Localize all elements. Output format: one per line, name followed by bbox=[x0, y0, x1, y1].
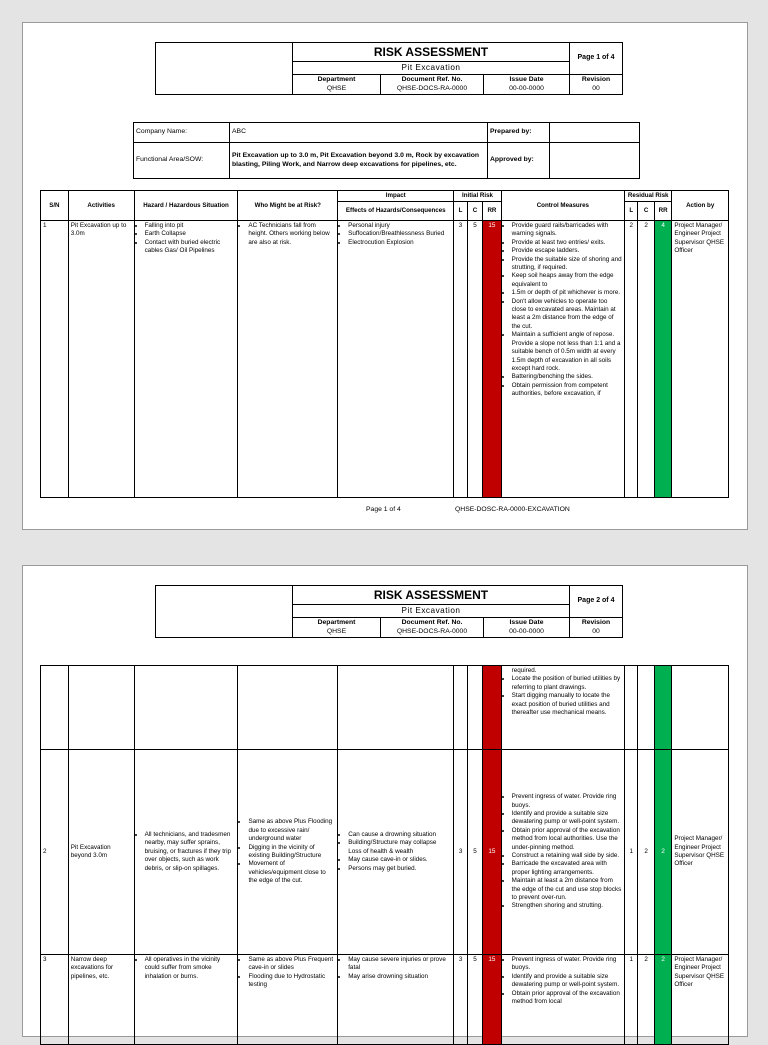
doc-title: RISK ASSESSMENT bbox=[293, 586, 570, 605]
company-value: ABC bbox=[230, 123, 488, 143]
col-res-l: L bbox=[625, 202, 638, 221]
issue-date-cell: Issue Date 00-00-0000 bbox=[484, 618, 570, 638]
row-res-rr-badge: 2 bbox=[654, 955, 671, 1045]
department-cell: Department QHSE bbox=[293, 75, 381, 95]
col-res-rr: RR bbox=[654, 202, 672, 221]
row-effects: • May cause severe injuries or prove fatal • May arise drowning situation bbox=[338, 955, 454, 1045]
doc-subtitle: Pit Excavation bbox=[293, 605, 570, 618]
doc-ref-cell: Document Ref. No. QHSE-DOCS-RA-0000 bbox=[381, 618, 484, 638]
row-controls: • Provide guard rails/barricades with warning signals. • Provide at least two entries/ exits. • Provide escape ladders. • Provide the suitable size of shoring and strutting, if required. • Keep soil heaps away from the edge equivalent to • 1.5m or depth of pit whichever is more. • Don't allow vehicles to operate too close to excavated areas. Maintain at least a 2m distance from the edge of the cut. • Maintain a sufficient angle of repose. Provide a slope not less than 1:1 and a suitable bench of 0.5m width at every 1.5m depth of excavation in all soils except hard rock. • Battering/benching the sides. • Obtain permission from competent authorities, before excavation, if bbox=[501, 221, 624, 498]
row-sn: 2 bbox=[41, 750, 69, 955]
prepared-value bbox=[550, 123, 640, 143]
col-sn: S/N bbox=[41, 191, 69, 221]
col-activities: Activities bbox=[68, 191, 134, 221]
col-control: Control Measures bbox=[501, 191, 624, 221]
row-effects: • Personal injury • Suffocation/Breathlessness Buried • Electrocution Explosion bbox=[338, 221, 454, 498]
row-action: Project Manager/ Engineer Project Supervisor QHSE Officer bbox=[672, 221, 729, 498]
row-controls: required. • Locate the position of buried utilities by referring to plant drawings. • Start digging manually to locate the exact position of buried utilities and thereafter use mechanical means. bbox=[501, 666, 624, 750]
col-action: Action by bbox=[672, 191, 729, 221]
approved-value bbox=[550, 143, 640, 179]
row-res-rr-badge: 2 bbox=[654, 750, 671, 955]
col-residual-risk: Residual Risk bbox=[625, 191, 672, 202]
row-activity: Narrow deep excavations for pipelines, etc. bbox=[68, 955, 134, 1045]
table-row bbox=[41, 666, 729, 750]
row-who: • Same as above Plus Flooding due to excessive rain/ underground water • Digging in the vicinity of existing Building/Structure • Movement of vehicles/equipment close to the edge of the cut. bbox=[238, 750, 338, 955]
revision-cell: Revision 00 bbox=[570, 75, 623, 95]
row-who: • Same as above Plus Frequent cave-in or slides • Flooding due to Hydrostatic testing bbox=[238, 955, 338, 1045]
col-rr: RR bbox=[483, 202, 502, 221]
row-rr-badge: 15 bbox=[483, 221, 502, 498]
row-hazards: • All operatives in the vicinity could suffer from smoke inhalation or burns. bbox=[134, 955, 238, 1045]
approved-label: Approved by: bbox=[488, 143, 550, 179]
row-who: • AC Technicians fall from height. Others working below are also at risk. bbox=[238, 221, 338, 498]
company-label: Company Name: bbox=[134, 123, 230, 143]
row-effects: • Can cause a drowning situation • Building/Structure may collapse Loss of health & wealth • May cause cave-in or slides. • Persons may get buried. bbox=[338, 750, 454, 955]
row-res-l: 2 bbox=[625, 221, 638, 498]
footer-doc-code: QHSE-DOSC-RA-0000-EXCAVATION bbox=[455, 506, 570, 513]
revision-cell: Revision 00 bbox=[570, 618, 623, 638]
row-action: Project Manager/ Engineer Project Supervisor QHSE Officer bbox=[672, 750, 729, 955]
col-res-c: C bbox=[638, 202, 654, 221]
row-rr-badge: 15 bbox=[483, 750, 502, 955]
row-l: 3 bbox=[454, 955, 467, 1045]
header-block bbox=[155, 585, 623, 638]
row-res-c: 2 bbox=[638, 955, 654, 1045]
row-c: 5 bbox=[467, 221, 482, 498]
row-c: 5 bbox=[467, 955, 482, 1045]
doc-title: RISK ASSESSMENT bbox=[293, 43, 570, 62]
col-initial-risk: Initial Risk bbox=[454, 191, 501, 202]
row-res-l: 1 bbox=[625, 955, 638, 1045]
table-row bbox=[41, 955, 729, 1045]
row-c: 5 bbox=[467, 750, 482, 955]
risk-table-continued bbox=[40, 665, 729, 1045]
doc-subtitle: Pit Excavation bbox=[293, 62, 570, 75]
row-res-c: 2 bbox=[638, 221, 654, 498]
row-res-rr-badge: 4 bbox=[654, 221, 672, 498]
table-row bbox=[41, 750, 729, 955]
col-who: Who Might be at Risk? bbox=[238, 191, 338, 221]
area-label: Functional Area/SOW: bbox=[134, 143, 230, 179]
risk-table bbox=[40, 190, 729, 498]
row-sn: 1 bbox=[41, 221, 69, 498]
row-controls: • Prevent ingress of water. Provide ring buoys. • Identify and provide a suitable size dewatering pump or well-point system. • Obtain prior approval of the excavation method from local authorities. Use the under-pinning method. • Construct a retaining wall side by side. • Barricade the excavated area with proper lighting arrangements. • Maintain at least a 2m distance from the edge of the cut and use stop blocks to prevent over-run. • Strengthen shoring and strutting. bbox=[501, 750, 624, 955]
row-l: 3 bbox=[454, 221, 467, 498]
col-l: L bbox=[454, 202, 467, 221]
col-impact: Impact bbox=[338, 191, 454, 202]
row-sn: 3 bbox=[41, 955, 69, 1045]
area-value: Pit Excavation up to 3.0 m, Pit Excavation beyond 3.0 m, Rock by excavation blasting, Piling Work, and Narrow deep excavations for pipelines, etc. bbox=[230, 143, 488, 179]
col-hazard: Hazard / Hazardous Situation bbox=[134, 191, 238, 221]
row-l: 3 bbox=[454, 750, 467, 955]
col-effects: Effects of Hazards/Consequences bbox=[338, 202, 454, 221]
prepared-label: Prepared by: bbox=[488, 123, 550, 143]
info-block bbox=[133, 122, 640, 179]
col-c: C bbox=[467, 202, 482, 221]
document-page-1 bbox=[22, 22, 748, 530]
row-rr-badge: 15 bbox=[483, 955, 502, 1045]
page-number: Page 2 of 4 bbox=[570, 586, 623, 618]
issue-date-cell: Issue Date 00-00-0000 bbox=[484, 75, 570, 95]
row-activity: Pit Excavation up to 3.0m bbox=[68, 221, 134, 498]
row-hazards: • All technicians, and tradesmen nearby, may suffer sprains, bruising, or fractures if they trip over objects, such as work debris, or slip-on spillages. bbox=[134, 750, 238, 955]
header-block bbox=[155, 42, 623, 95]
logo-cell bbox=[156, 586, 293, 638]
row-res-c: 2 bbox=[638, 750, 654, 955]
department-cell: Department QHSE bbox=[293, 618, 381, 638]
row-action: Project Manager/ Engineer Project Supervisor QHSE Officer bbox=[672, 955, 729, 1045]
logo-cell bbox=[156, 43, 293, 95]
row-controls: • Prevent ingress of water. Provide ring buoys. • Identify and provide a suitable size dewatering pump or well-point system. • Obtain prior approval of the excavation method from local bbox=[501, 955, 624, 1045]
doc-ref-cell: Document Ref. No. QHSE-DOCS-RA-0000 bbox=[381, 75, 484, 95]
document-page-2 bbox=[22, 565, 748, 1037]
footer-page: Page 1 of 4 bbox=[366, 506, 401, 513]
page-number: Page 1 of 4 bbox=[570, 43, 623, 75]
row-hazards: • Falling into pit • Earth Collapse • Contact with buried electric cables Gas/ Oil Pipelines bbox=[134, 221, 238, 498]
table-row bbox=[41, 221, 729, 498]
row-activity: Pit Excavation beyond 3.0m bbox=[68, 750, 134, 955]
row-res-l: 1 bbox=[625, 750, 638, 955]
